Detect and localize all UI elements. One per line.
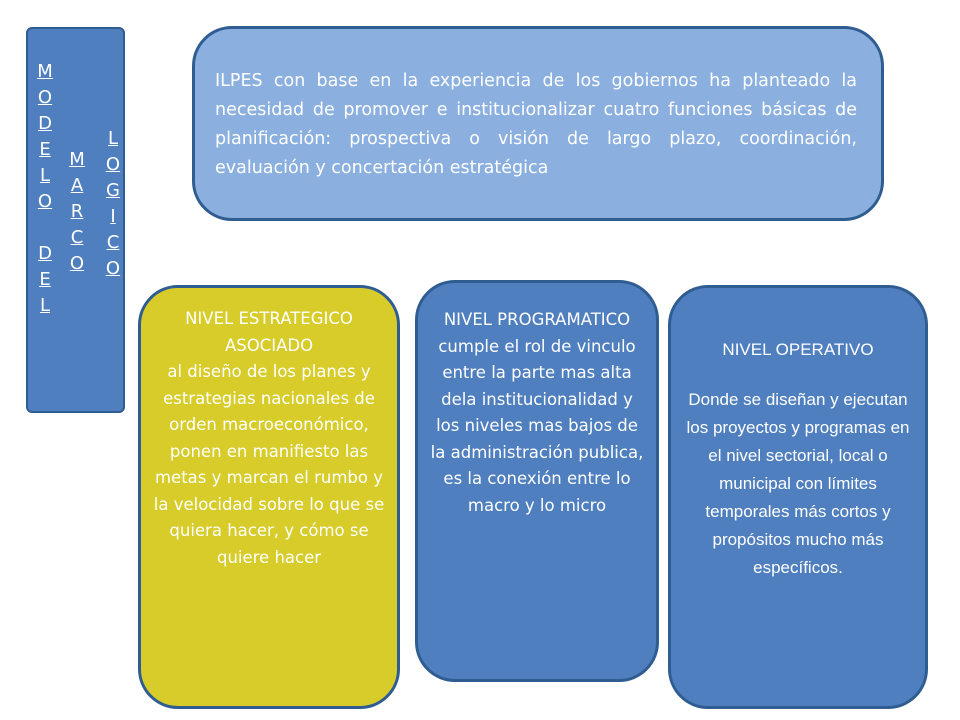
title-letter: O [69,253,85,274]
ilpes-description-text: ILPES con base en la experiencia de los gobiernos ha planteado la necesidad de promover e institucionalizar cuatro funciones básicas de planificación: prospectiva o visión de largo plazo, coordinación, evaluación y concertación estratégica [215,71,857,178]
title-letter: C [70,227,84,248]
title-letter: A [70,175,84,196]
title-letter: I [110,206,116,227]
strategic-level-box [138,285,400,709]
programmatic-level-box [415,280,659,682]
programmatic-level-body: cumple el rol de vinculo entre la parte mas alta dela institucionalidad y los niveles mas bajos de la administración publica, es la conexión entre lo macro y lo micro [430,336,644,515]
title-letter: R [70,201,84,222]
title-marco [62,147,92,277]
programmatic-level-title: NIVEL PROGRAMATICO [443,310,631,329]
title-box [26,27,125,413]
title-logico [98,126,128,282]
title-letter: D [38,243,52,264]
title-letter: M [69,149,85,170]
title-letter: G [106,180,120,201]
operative-level-title: NIVEL OPERATIVO [722,340,874,359]
strategic-level-title: NIVEL ESTRATEGICO ASOCIADO [185,309,353,355]
strategic-level-body: al diseño de los planes y estrategias nacionales de orden macroeconómico, ponen en manifiesto las metas y marcan el rumbo y la velocidad sobre lo que se quiera hacer, y cómo se quiere hacer [153,362,385,567]
title-letter: E [39,139,51,160]
title-letter: D [38,113,52,134]
title-letter: L [39,165,51,186]
operative-level-body: Donde se diseñan y ejecutan los proyectos y programas en el nivel sectorial, local o municipal con límites temporales más cortos y propósitos mucho más específicos. [686,390,910,577]
title-letter: C [106,232,120,253]
title-modelo-del [28,59,62,319]
title-letter: O [37,87,53,108]
title-letter: O [37,191,53,212]
title-letter: M [37,61,53,82]
title-letter: L [39,295,51,316]
title-letter: O [105,154,121,175]
title-letter: E [39,269,51,290]
title-letter: O [105,258,121,279]
ilpes-description-box [192,26,884,221]
title-letter: L [107,128,119,149]
operative-level-box [668,285,928,709]
